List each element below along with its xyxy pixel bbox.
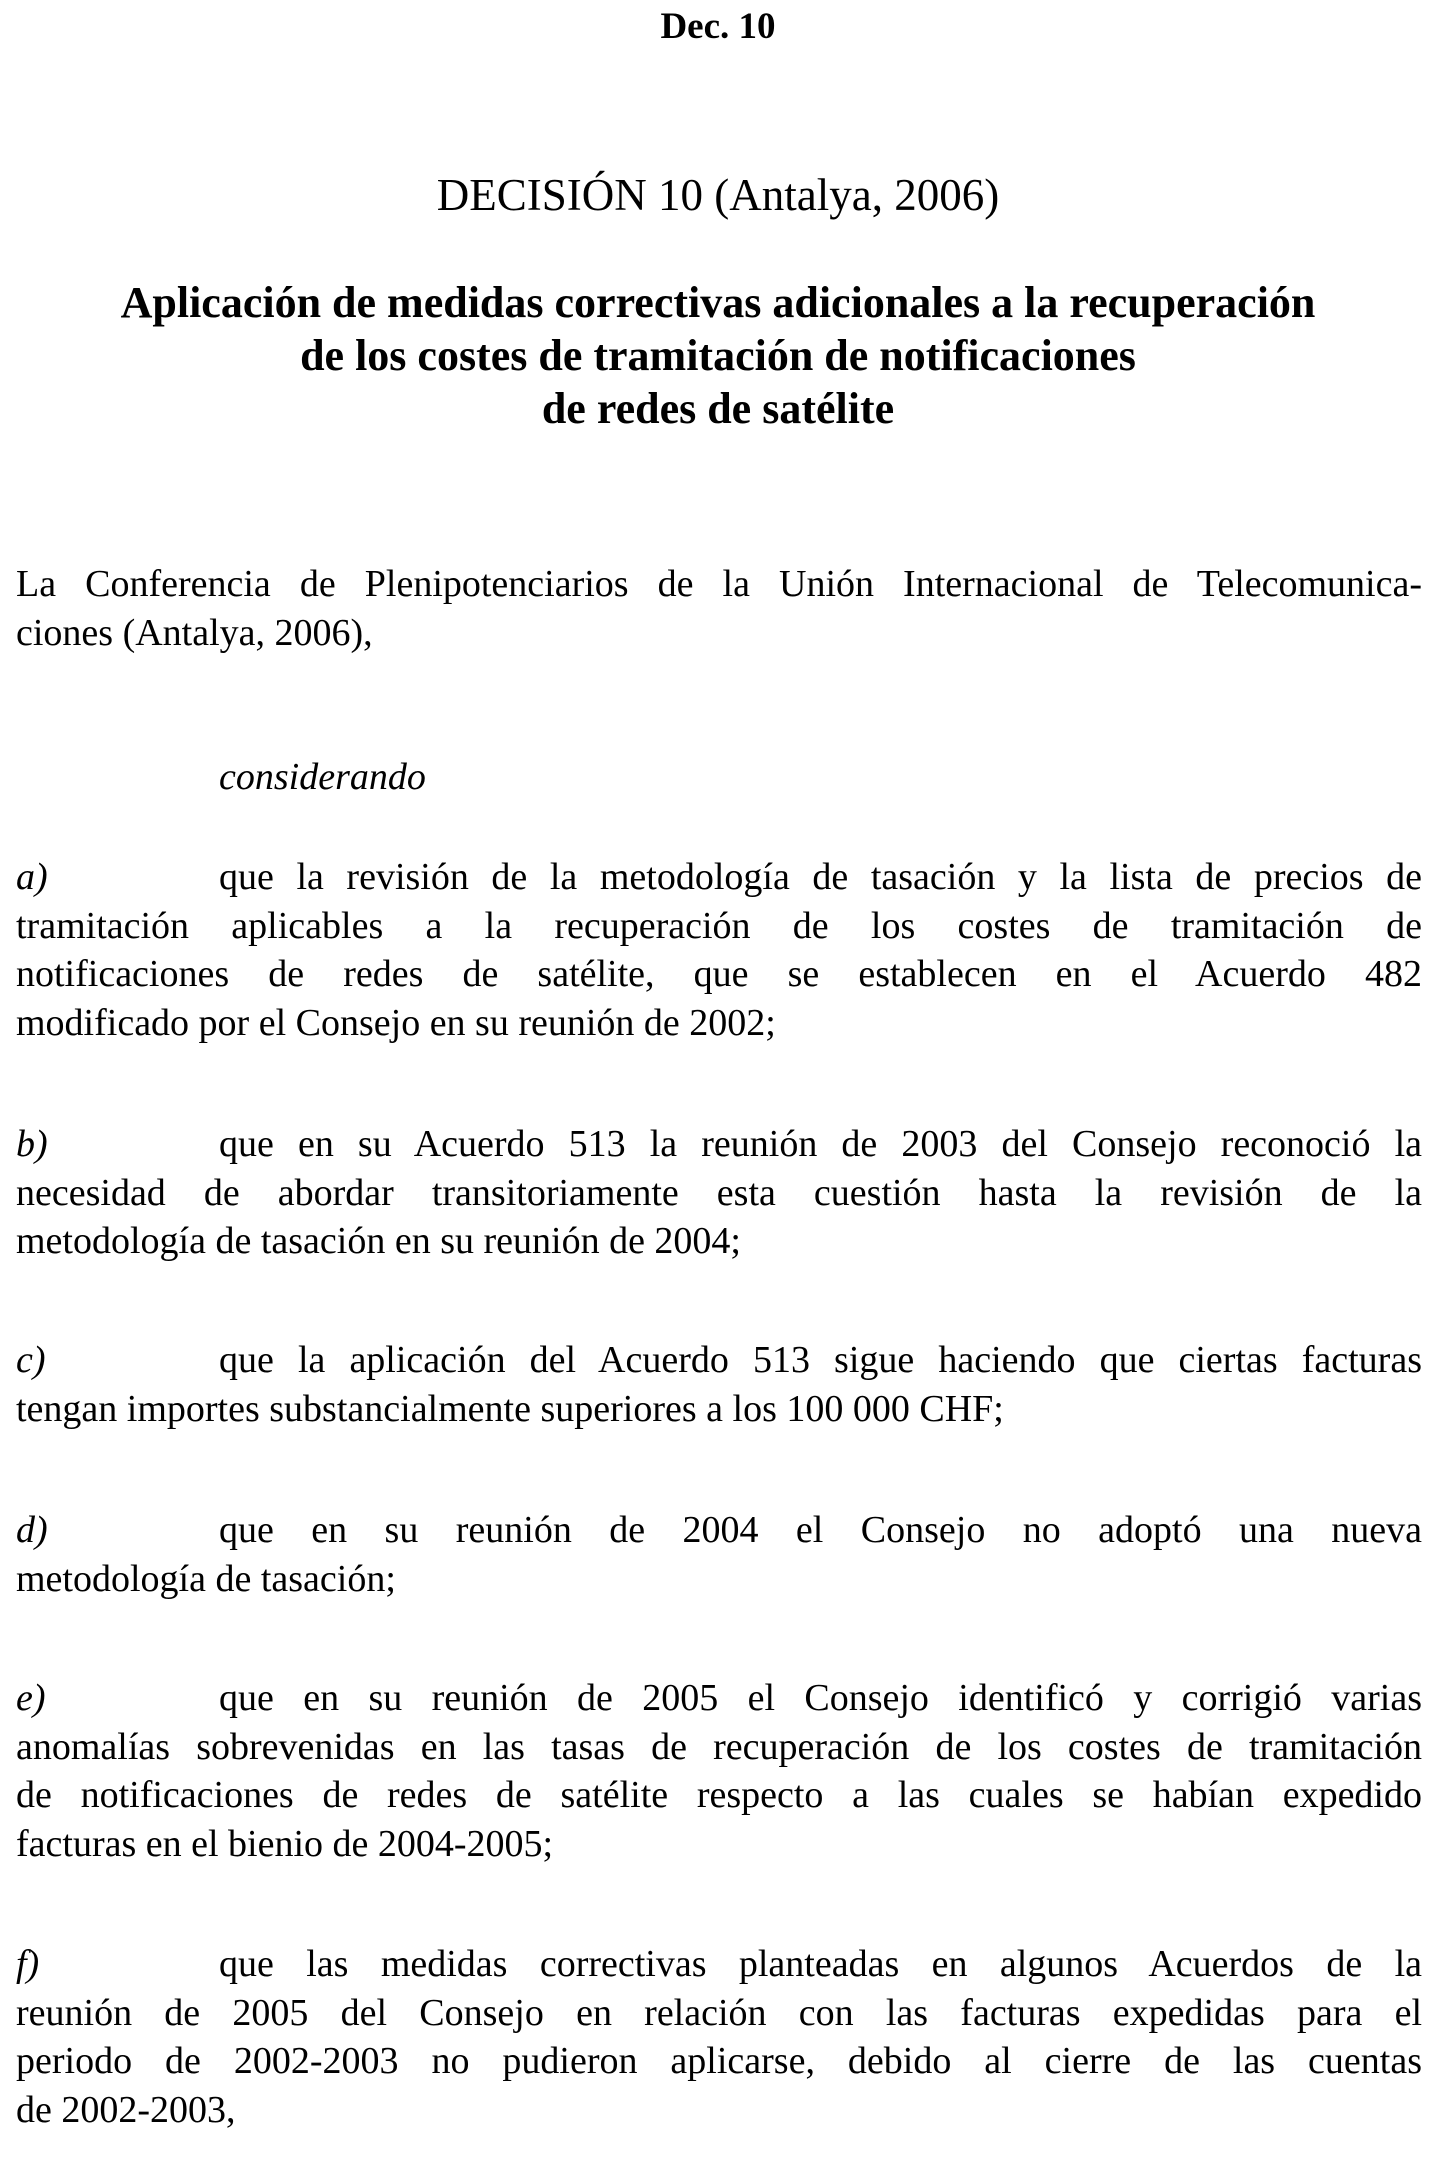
page-header-reference: Dec. 10 <box>660 6 776 47</box>
paragraph-d <box>16 1506 1422 1603</box>
paragraph-first-line <box>16 1506 1422 1555</box>
preamble-line: La Conferencia de Plenipotenciarios de la Unión Internacional de Telecomunica- <box>16 563 1422 605</box>
preamble <box>16 560 1422 658</box>
paragraph-letter: e) <box>16 1677 46 1719</box>
paragraph-text: que la revisión de la metodología de tasación y la lista de precios de <box>219 856 1422 898</box>
paragraph-first-line <box>16 1940 1422 1989</box>
paragraph-line: metodología de tasación en su reunión de 2004; <box>16 1220 741 1262</box>
paragraph-letter: f) <box>16 1943 40 1985</box>
paragraph-f <box>16 1940 1422 2134</box>
decision-title: DECISIÓN 10 (Antalya, 2006) <box>436 170 1000 220</box>
paragraph-e <box>16 1674 1422 1868</box>
paragraph-line: facturas en el bienio de 2004-2005; <box>16 1822 554 1865</box>
subject-line: de redes de satélite <box>541 384 895 433</box>
paragraph-letter: a) <box>16 856 48 898</box>
paragraph-line: tramitación aplicables a la recuperación de los costes de tramitación de <box>16 904 1422 947</box>
paragraph-b <box>16 1120 1422 1266</box>
decision-subject <box>0 276 1436 435</box>
paragraph-letter: b) <box>16 1123 48 1165</box>
subject-line: de los costes de tramitación de notificaciones <box>300 331 1136 380</box>
paragraph-line: reunión de 2005 del Consejo en relación con las facturas expedidas para el <box>16 1991 1422 2034</box>
considering-heading: considerando <box>219 756 426 798</box>
paragraph-line: tengan importes substancialmente superiores a los 100 000 CHF; <box>16 1387 1004 1430</box>
paragraph-c <box>16 1336 1422 1433</box>
paragraph-letter: d) <box>16 1509 48 1551</box>
paragraph-line: de 2002-2003, <box>16 2088 236 2131</box>
paragraph-text: que las medidas correctivas planteadas en algunos Acuerdos de la <box>219 1943 1422 1985</box>
paragraph-text: que en su Acuerdo 513 la reunión de 2003 del Consejo reconoció la <box>219 1123 1422 1165</box>
paragraph-line: de notificaciones de redes de satélite respecto a las cuales se habían expedido <box>16 1774 1422 1816</box>
paragraph-first-line <box>16 1674 1422 1723</box>
paragraph-line: necesidad de abordar transitoriamente esta cuestión hasta la revisión de la <box>16 1171 1422 1214</box>
paragraph-first-line <box>16 1120 1422 1169</box>
paragraph-line: metodología de tasación; <box>16 1557 396 1600</box>
paragraph-line: anomalías sobrevenidas en las tasas de recuperación de los costes de tramitación <box>16 1725 1422 1768</box>
paragraph-first-line <box>16 853 1422 902</box>
subject-line: Aplicación de medidas correctivas adicionales a la recuperación <box>120 278 1316 327</box>
paragraph-line: periodo de 2002-2003 no pudieron aplicarse, debido al cierre de las cuentas <box>16 2040 1422 2082</box>
paragraph-a <box>16 853 1422 1047</box>
paragraph-first-line <box>16 1336 1422 1385</box>
paragraph-line: notificaciones de redes de satélite, que se establecen en el Acuerdo 482 <box>16 953 1422 995</box>
paragraph-text: que en su reunión de 2004 el Consejo no adoptó una nueva <box>219 1509 1422 1551</box>
preamble-line: ciones (Antalya, 2006), <box>16 612 373 654</box>
paragraph-letter: c) <box>16 1339 46 1381</box>
paragraph-text: que en su reunión de 2005 el Consejo identificó y corrigió varias <box>219 1677 1422 1719</box>
paragraph-line: modificado por el Consejo en su reunión de 2002; <box>16 1001 776 1044</box>
paragraph-text: que la aplicación del Acuerdo 513 sigue haciendo que ciertas facturas <box>219 1339 1422 1381</box>
